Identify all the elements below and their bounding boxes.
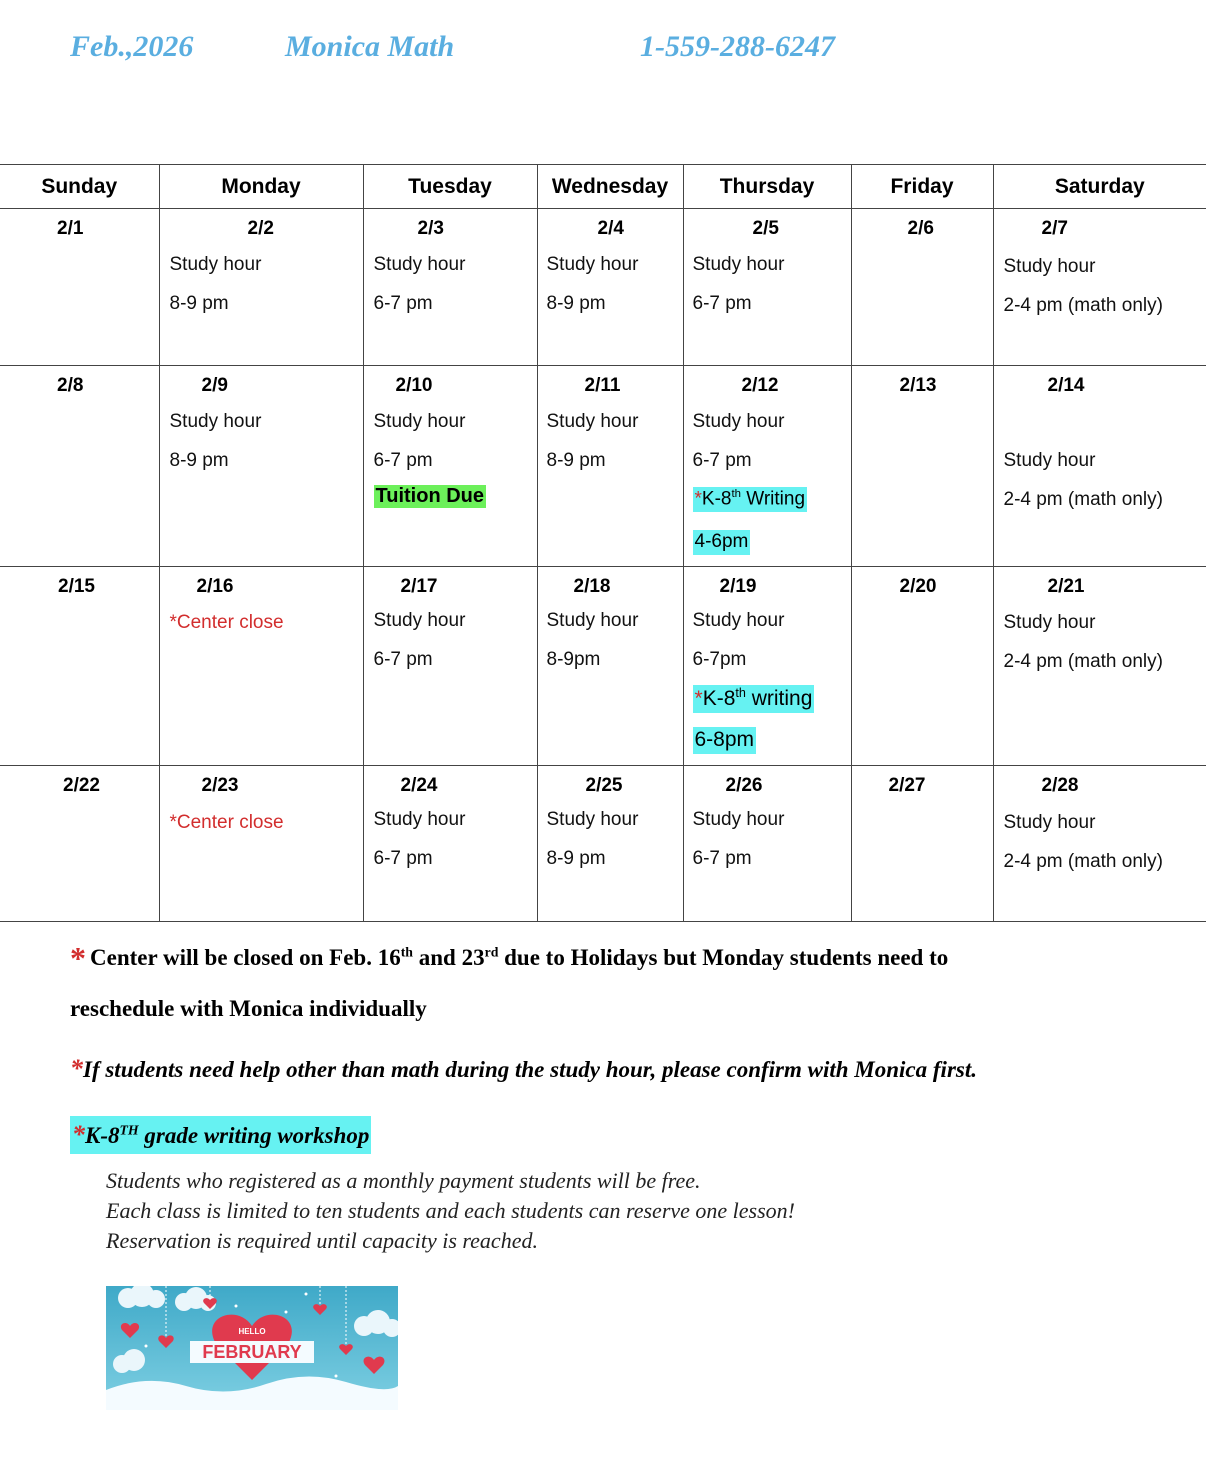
ordinal-suffix: th <box>400 944 413 960</box>
weekday-thursday: Thursday <box>683 165 851 209</box>
weekday-saturday: Saturday <box>993 165 1206 209</box>
event-title: Study hour <box>1003 612 1096 633</box>
event-title: Study hour <box>692 809 785 830</box>
day-number: 2/17 <box>400 576 438 597</box>
event-time: 8-9 pm <box>169 450 229 471</box>
event-time: 2-4 pm (math only) <box>1003 489 1163 510</box>
center-closed-note: *Center close <box>169 612 284 633</box>
event-time: 6-7 pm <box>692 293 752 314</box>
event-title: Study hour <box>1003 450 1096 471</box>
page-header <box>0 30 1206 70</box>
event-title: Study hour <box>169 254 262 275</box>
day-cell <box>363 766 537 922</box>
note-text: and 23 <box>412 945 485 970</box>
weekday-header-row <box>0 165 1206 209</box>
day-cell <box>683 567 851 766</box>
ordinal-suffix: th <box>735 686 746 700</box>
event-time: 6-7 pm <box>373 293 433 314</box>
day-number: 2/9 <box>201 375 228 396</box>
day-number: 2/8 <box>57 375 84 396</box>
workshop-detail-line: Reservation is required until capacity is reached. <box>106 1228 538 1253</box>
event-time: 8-9pm <box>546 649 601 670</box>
weekday-monday: Monday <box>159 165 363 209</box>
day-cell <box>159 366 363 567</box>
day-number: 2/7 <box>1041 218 1068 239</box>
day-number: 2/16 <box>196 576 234 597</box>
day-number: 2/20 <box>899 576 937 597</box>
asterisk: * <box>694 488 702 510</box>
workshop-detail-line: Each class is limited to ten students and each students can reserve one lesson! <box>106 1198 796 1223</box>
day-number: 2/2 <box>247 218 274 239</box>
event-time: 8-9 pm <box>546 848 606 869</box>
event-time: 6-7 pm <box>373 848 433 869</box>
day-number: 2/18 <box>573 576 611 597</box>
day-cell <box>993 766 1206 922</box>
day-number: 2/1 <box>57 218 84 239</box>
day-number: 2/28 <box>1041 775 1079 796</box>
event-title: Study hour <box>373 411 466 432</box>
note-text: Center will be closed on Feb. 16 <box>90 945 401 970</box>
event-time: 8-9 pm <box>546 450 606 471</box>
day-number: 2/13 <box>899 375 937 396</box>
center-closed-note: *Center close <box>169 812 284 833</box>
day-number: 2/23 <box>201 775 239 796</box>
event-title: Study hour <box>1003 256 1096 277</box>
tuition-due-label: Tuition Due <box>375 485 484 507</box>
day-number: 2/24 <box>400 775 438 796</box>
study-hour-help-note <box>70 1054 977 1084</box>
weekday-friday: Friday <box>851 165 993 209</box>
day-number: 2/26 <box>725 775 763 796</box>
holiday-closure-note <box>70 940 948 977</box>
day-cell <box>537 209 683 366</box>
day-cell <box>683 766 851 922</box>
day-cell <box>0 209 159 366</box>
day-cell <box>159 766 363 922</box>
event-title: Study hour <box>373 809 466 830</box>
day-cell <box>537 567 683 766</box>
event-time: 6-7 pm <box>373 649 433 670</box>
week-row-3 <box>0 567 1206 766</box>
day-number: 2/11 <box>584 375 621 396</box>
weekday-tuesday: Tuesday <box>363 165 537 209</box>
day-number: 2/22 <box>63 775 100 796</box>
day-number: 2/21 <box>1047 576 1085 597</box>
writing-workshop-label <box>693 685 815 713</box>
event-title: Study hour <box>692 411 785 432</box>
event-title: Study hour <box>692 610 785 631</box>
asterisk: * <box>72 1120 85 1149</box>
weekday-wednesday: Wednesday <box>537 165 683 209</box>
event-time: 2-4 pm (math only) <box>1003 851 1163 872</box>
day-cell <box>537 366 683 567</box>
day-number: 2/27 <box>888 775 926 796</box>
asterisk: * <box>694 687 703 710</box>
banner-month-text: FEBRUARY <box>202 1342 302 1362</box>
writing-workshop-time: 6-8pm <box>693 727 757 754</box>
asterisk: * <box>70 940 86 976</box>
day-cell <box>0 366 159 567</box>
header-phone: 1-559-288-6247 <box>640 30 835 63</box>
day-cell <box>0 567 159 766</box>
ordinal-suffix: th <box>731 488 741 500</box>
event-title: Study hour <box>373 610 466 631</box>
day-number: 2/25 <box>585 775 623 796</box>
weekday-sunday: Sunday <box>0 165 159 209</box>
day-cell <box>851 209 993 366</box>
week-row-4 <box>0 766 1206 922</box>
workshop-word: Writing <box>740 488 806 510</box>
day-cell <box>683 366 851 567</box>
workshop-word: writing <box>745 687 813 710</box>
ordinal-suffix: TH <box>119 1122 139 1138</box>
writing-workshop-heading <box>70 1116 371 1154</box>
day-cell <box>851 766 993 922</box>
day-cell <box>683 209 851 366</box>
note-text: If students need help other than math during the study hour, please confirm with Monica first. <box>83 1057 977 1082</box>
hello-february-banner <box>106 1286 398 1410</box>
day-number: 2/14 <box>1047 375 1085 396</box>
event-time: 6-7pm <box>692 649 747 670</box>
header-date: Feb.,2026 <box>70 30 194 63</box>
event-time: 8-9 pm <box>546 293 606 314</box>
event-title: Study hour <box>169 411 262 432</box>
asterisk: * <box>70 1054 83 1083</box>
day-number: 2/3 <box>417 218 444 239</box>
event-time: 6-7 pm <box>692 848 752 869</box>
week-row-2 <box>0 366 1206 567</box>
calendar-table <box>0 164 1206 922</box>
grade-range: K-8 <box>701 488 732 510</box>
workshop-detail-line: Students who registered as a monthly payment students will be free. <box>106 1168 701 1193</box>
day-cell <box>993 209 1206 366</box>
day-cell <box>363 567 537 766</box>
event-title: Study hour <box>546 411 639 432</box>
day-cell <box>159 209 363 366</box>
event-title: Study hour <box>546 610 639 631</box>
header-business-name: Monica Math <box>285 30 455 63</box>
day-number: 2/4 <box>597 218 624 239</box>
event-time: 2-4 pm (math only) <box>1003 295 1163 316</box>
writing-workshop-label <box>693 487 808 512</box>
event-title: Study hour <box>546 809 639 830</box>
writing-workshop-time: 4-6pm <box>693 530 751 555</box>
note-text: due to Holidays but Monday students need to <box>498 945 949 970</box>
day-number: 2/12 <box>741 375 779 396</box>
banner-hello-text: HELLO <box>238 1327 266 1336</box>
day-cell <box>851 366 993 567</box>
day-number: 2/10 <box>395 375 433 396</box>
week-row-1 <box>0 209 1206 366</box>
day-number: 2/15 <box>58 576 95 597</box>
event-title: Study hour <box>373 254 466 275</box>
event-title: Study hour <box>1003 812 1096 833</box>
heading-text: grade writing workshop <box>138 1123 370 1148</box>
day-cell <box>159 567 363 766</box>
day-cell <box>363 366 537 567</box>
day-cell <box>0 766 159 922</box>
ordinal-suffix: rd <box>484 944 499 960</box>
event-time: 6-7 pm <box>373 450 433 471</box>
day-cell <box>537 766 683 922</box>
event-time: 2-4 pm (math only) <box>1003 651 1163 672</box>
grade-range: K-8 <box>85 1123 120 1148</box>
day-cell <box>363 209 537 366</box>
grade-range: K-8 <box>702 687 736 710</box>
event-title: Study hour <box>546 254 639 275</box>
day-cell <box>993 366 1206 567</box>
day-number: 2/19 <box>719 576 757 597</box>
day-cell <box>993 567 1206 766</box>
day-cell <box>851 567 993 766</box>
event-time: 6-7 pm <box>692 450 752 471</box>
day-number: 2/5 <box>752 218 779 239</box>
event-title: Study hour <box>692 254 785 275</box>
event-time: 8-9 pm <box>169 293 229 314</box>
day-number: 2/6 <box>907 218 934 239</box>
holiday-closure-note-line2: reschedule with Monica individually <box>70 996 427 1021</box>
